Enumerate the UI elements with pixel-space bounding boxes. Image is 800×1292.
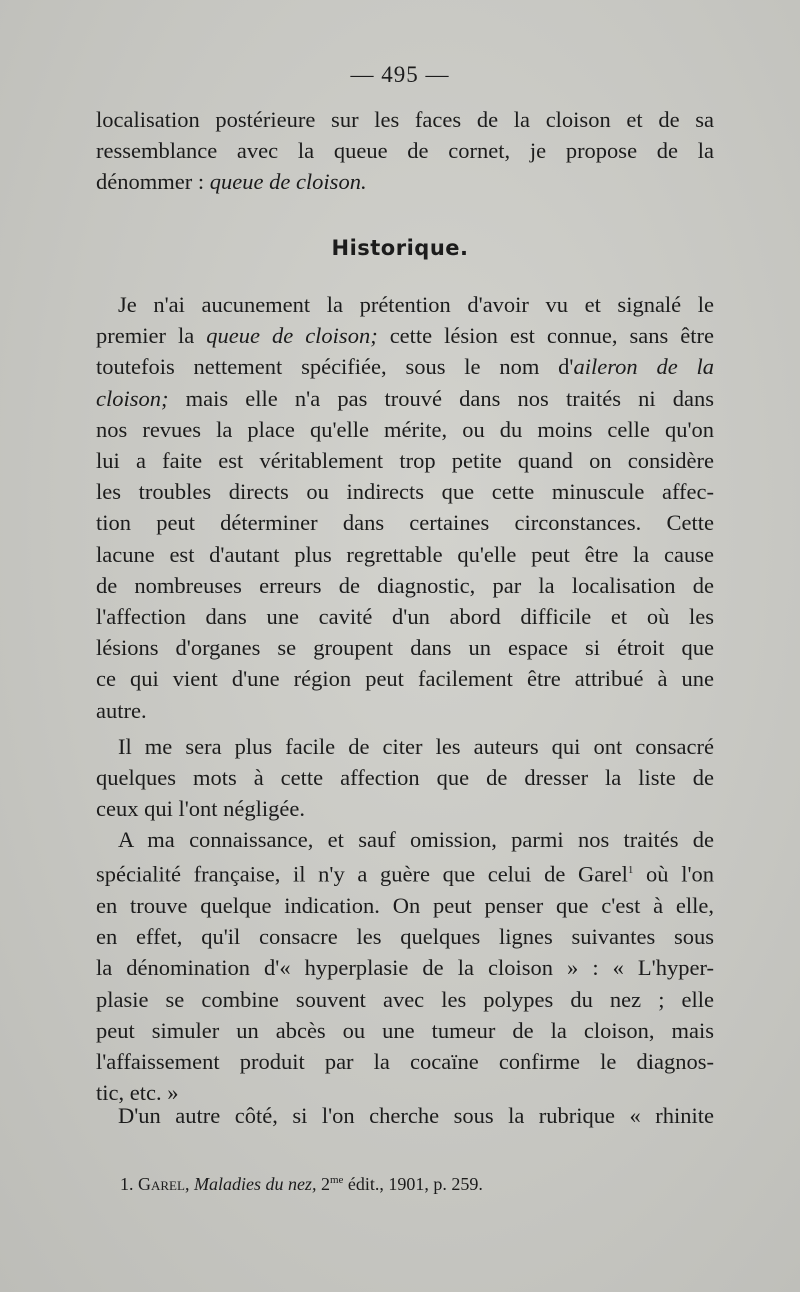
text-run: où l'on xyxy=(633,861,714,887)
text-line: en effet, qu'il consacre les quelques lignes suivantes sous xyxy=(96,924,714,950)
text-line: l'affaissement produit par la cocaïne confirme le diagnos- xyxy=(96,1048,714,1074)
text-line: Je n'ai aucunement la prétention d'avoir vu et signalé le xyxy=(118,292,714,317)
text-line: en trouve quelque indication. On peut penser que c'est à elle, xyxy=(96,892,714,918)
text-line xyxy=(96,383,714,414)
text-run: spécialité française, il n'y a guère que celui de Garel xyxy=(96,861,628,887)
section-heading: Historique. xyxy=(331,236,469,260)
text-run: mais elle n'a pas trouvé dans nos traités ni dans xyxy=(168,385,714,411)
text-line: quelques mots à cette affection que de dresser la liste de xyxy=(96,765,714,791)
text-line xyxy=(96,855,714,890)
text-line: nos revues la place qu'elle mérite, ou du moins celle qu'on xyxy=(96,416,714,442)
text-line: autre. xyxy=(96,697,147,723)
text-run: me xyxy=(329,1174,344,1186)
text-line: lacune est d'autant plus regrettable qu'elle peut être la cause xyxy=(96,541,714,567)
text-run: , xyxy=(184,1174,194,1194)
text-line: Il me sera plus facile de citer les auteurs qui ont consacré xyxy=(118,734,714,759)
footnote xyxy=(120,1168,680,1196)
text-line: les troubles directs ou indirects que cette minuscule affec- xyxy=(96,479,714,505)
text-run: 2 xyxy=(316,1174,330,1194)
paragraph-garel xyxy=(96,824,714,1108)
paragraph-historique xyxy=(96,289,714,726)
text-line: ceux qui l'ont négligée. xyxy=(96,796,305,822)
text-line: tic, etc. » xyxy=(96,1080,179,1106)
italic-term: queue de cloison; xyxy=(206,323,378,349)
text-line: tion peut déterminer dans certaines circonstances. Cette xyxy=(96,510,714,536)
text-line xyxy=(96,351,714,382)
paragraph-intro xyxy=(96,104,714,198)
text-line: localisation postérieure sur les faces de la cloison et de sa xyxy=(96,107,714,132)
text-run: premier la xyxy=(96,323,207,349)
text-line: lui a faite est véritablement trop petite quand on considère xyxy=(96,448,714,474)
text-line: ce qui vient d'une région peut facilement être attribué à une xyxy=(96,666,714,692)
paragraph-rhinite xyxy=(96,1100,714,1131)
text-line: D'un autre côté, si l'on cherche sous la rubrique « rhinite xyxy=(118,1103,714,1128)
text-run: toutefois nettement spécifiée, sous le nom d' xyxy=(96,354,574,380)
footnote-marker: 1 xyxy=(627,864,634,877)
italic-term: queue de cloison. xyxy=(209,169,367,195)
text-line: lésions d'organes se groupent dans un espace si étroit que xyxy=(96,635,714,661)
footnote-title: Maladies du nez, xyxy=(193,1174,317,1194)
italic-term: cloison; xyxy=(96,385,169,411)
text-line: A ma connaissance, et sauf omission, parmi nos traités de xyxy=(118,827,714,852)
paragraph-auteurs xyxy=(96,731,714,825)
text-run: dénommer : xyxy=(96,169,210,195)
footnote-author: Garel xyxy=(138,1174,185,1194)
page-number: — 495 — xyxy=(350,62,450,87)
text-line xyxy=(96,166,714,197)
text-run: édit., 1901, p. 259. xyxy=(343,1174,483,1194)
text-line: de nombreuses erreurs de diagnostic, par la localisation de xyxy=(96,572,714,598)
text-line: peut simuler un abcès ou une tumeur de la cloison, mais xyxy=(96,1017,714,1043)
text-line: la dénomination d'« hyperplasie de la cloison » : « L'hyper- xyxy=(96,955,714,981)
footnote-number: 1. xyxy=(120,1174,138,1194)
italic-term: aileron de la xyxy=(573,354,714,380)
text-line xyxy=(96,320,714,351)
text-line: ressemblance avec la queue de cornet, je propose de la xyxy=(96,138,714,164)
text-line: plasie se combine souvent avec les polypes du nez ; elle xyxy=(96,986,714,1012)
text-line: l'affection dans une cavité d'un abord difficile et où les xyxy=(96,604,714,630)
text-run: cette lésion est connue, sans être xyxy=(377,323,714,349)
